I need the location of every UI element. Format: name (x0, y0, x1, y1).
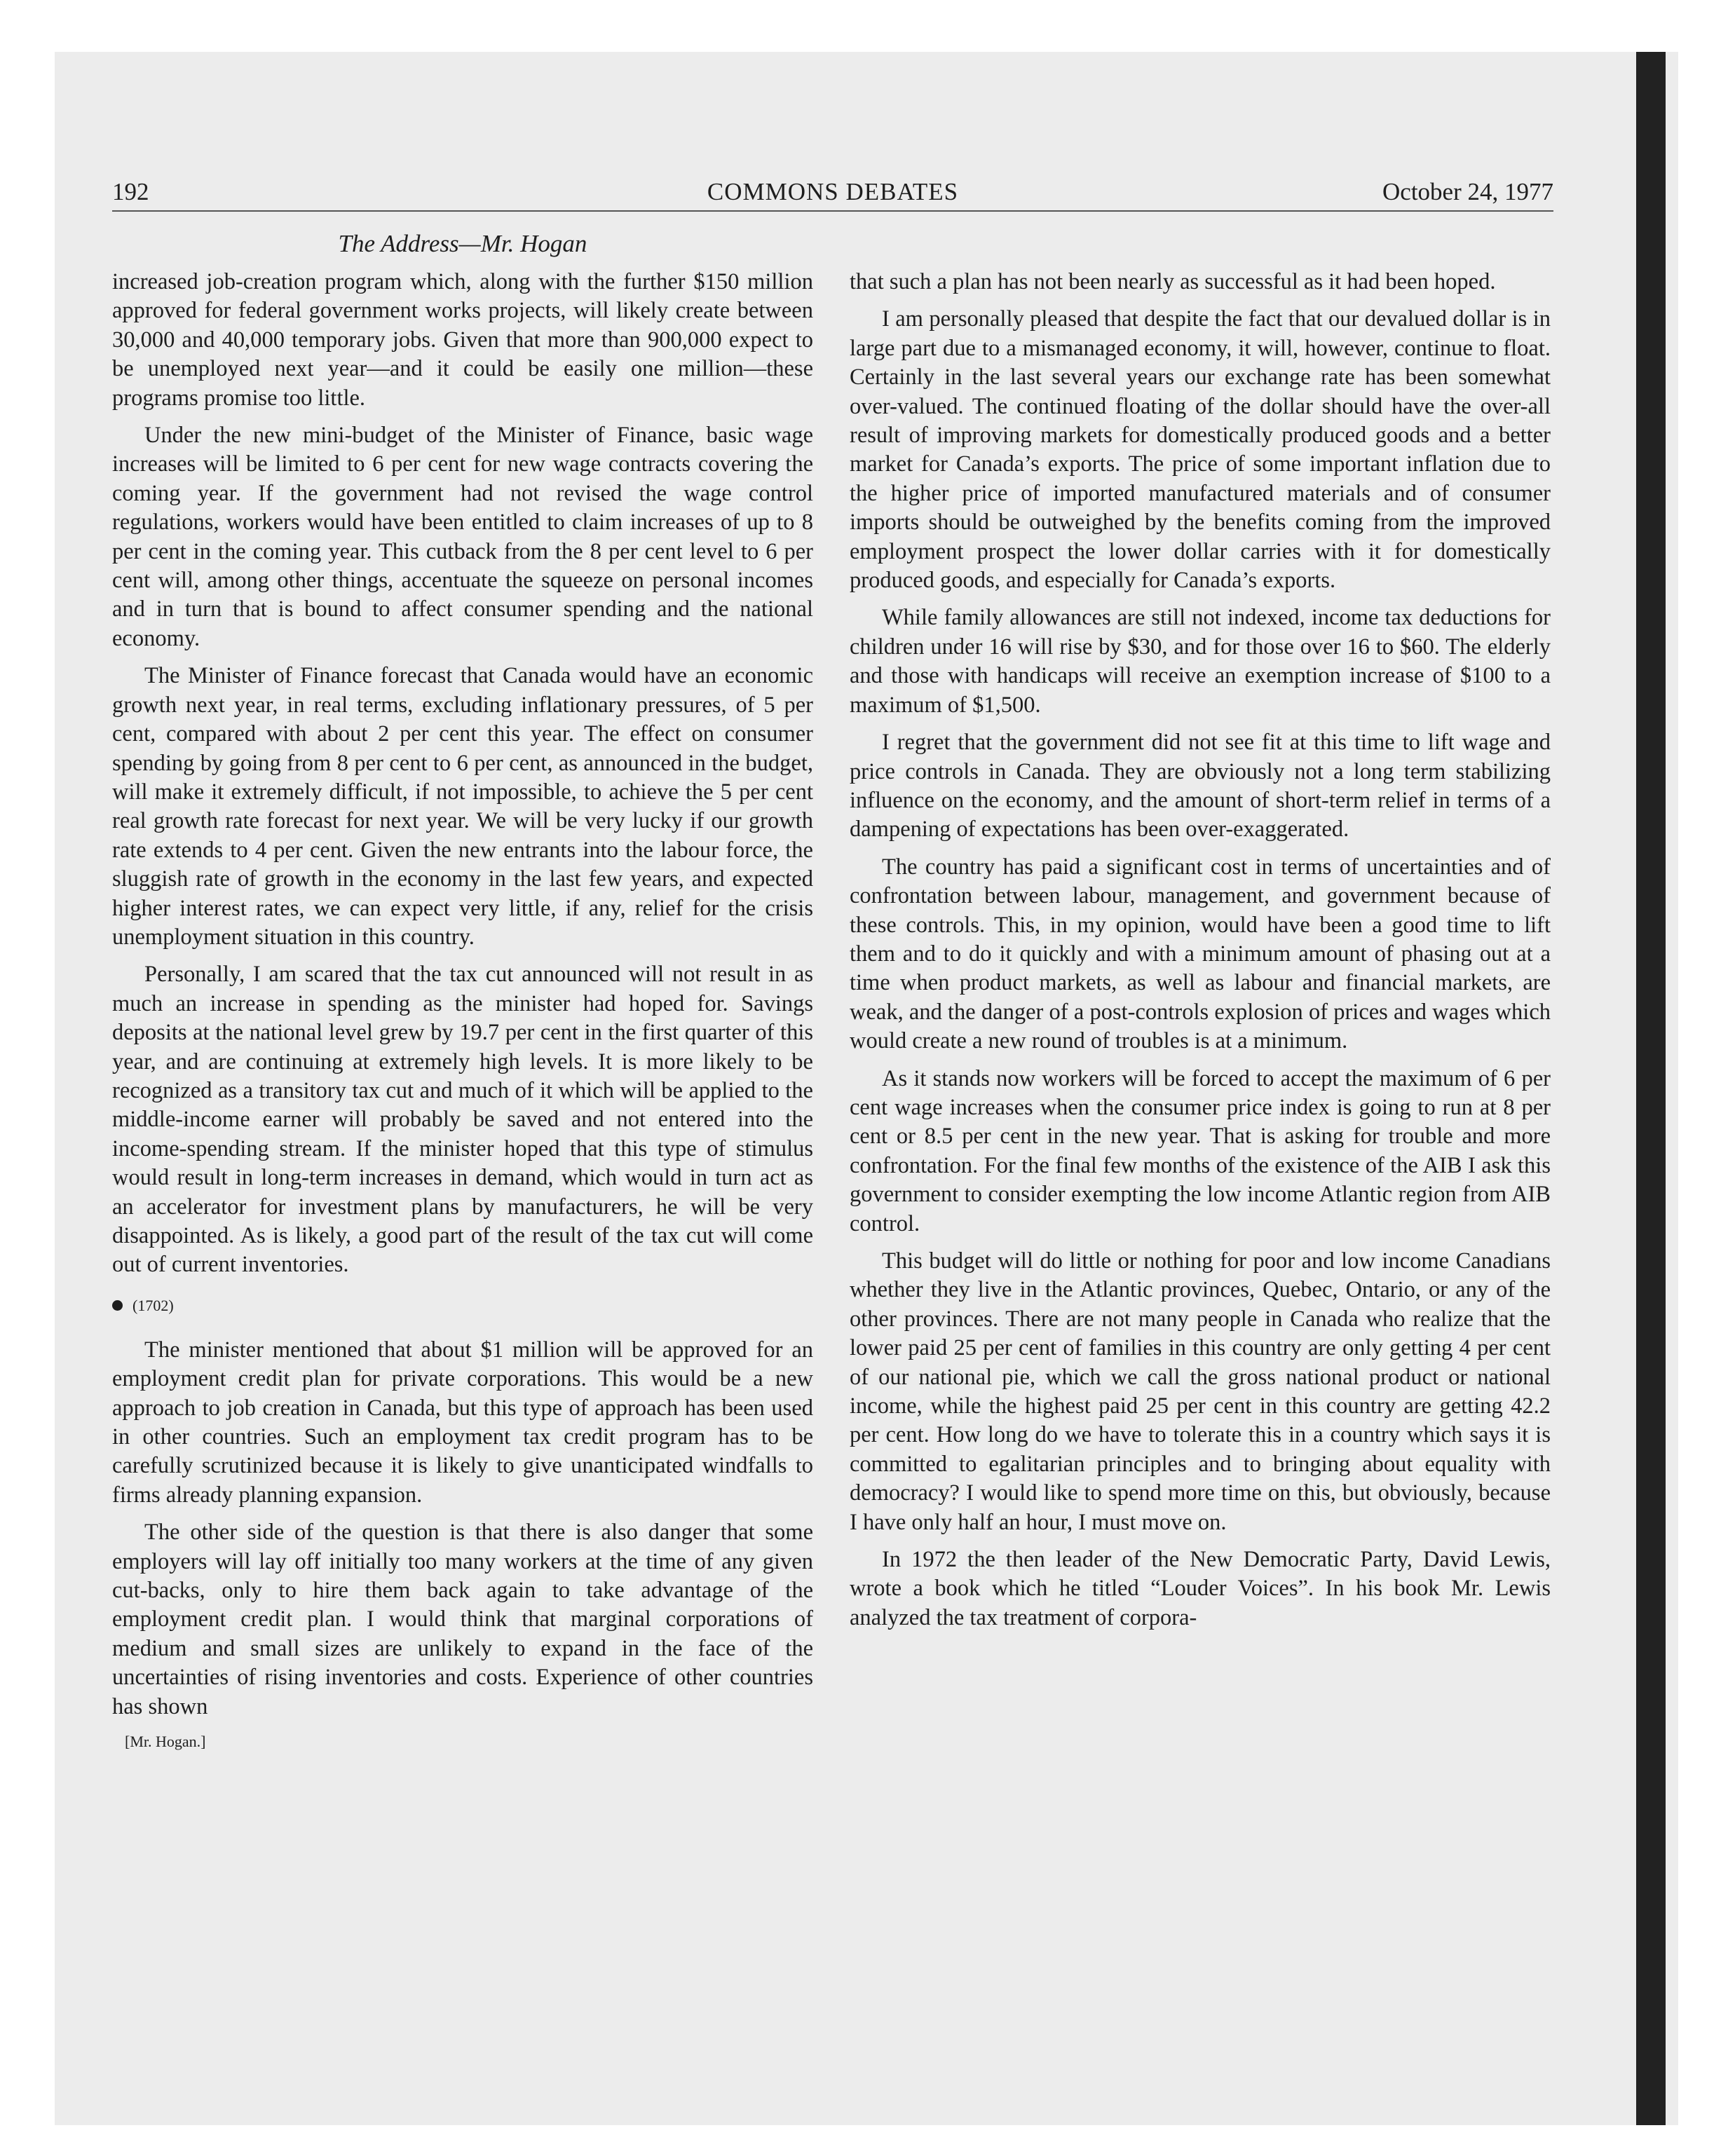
paragraph: While family allowances are still not indexed, income tax deductions for children under 16 will rise by $30, and for those over 16 to $60. The elderly and those with handicaps will receive an exemption increase of $100 to a maximum of $1,500. (850, 605, 1551, 718)
running-head: The Address—Mr. Hogan (338, 230, 587, 257)
paragraph: As it stands now workers will be forced to accept the maximum of 6 per cent wage increases when the consumer price index is going to run at 8 per cent or 8.5 per cent in the new year. That is asking for trouble and more confrontation. For the final few months of the existence of the AIB I ask this government to consider exempting the low income Atlantic region from AIB control. (850, 1065, 1551, 1236)
page-header (112, 177, 1553, 212)
publication-title: COMMONS DEBATES (707, 178, 959, 205)
issue-date: October 24, 1977 (1382, 178, 1553, 205)
paragraph: The Minister of Finance forecast that Canada would have an economic growth next year, in real terms, excluding inflationary pressures, of 5 per cent, compared with about 2 per cent this year. The effect on consumer spending by going from 8 per cent to 6 per cent, as announced in the budget, will make it extremely difficult, if not impossible, to achieve the 5 per cent real growth rate forecast for next year. We will be very lucky if our growth rate extends to 4 per cent. Given the new entrants into the labour force, the sluggish rate of growth in the economy in the last few years, and expected higher interest rates, we can expect very little, if any, relief for the crisis unemployment situation in this country. (112, 663, 813, 950)
paragraph: I am personally pleased that despite the fact that our devalued dollar is in large part due to a mismanaged economy, it will, however, continue to float. Certainly in the last several years our exchange rate has been somewhat over-valued. The continued floating of the dollar should have the over-all result of improving markets for domestically produced goods and a better market for Canada’s exports. The price of some important inflation due to the higher price of imported manufactured materials and of consumer imports should be outweighed by the benefits coming from the improved employment prospect the lower dollar carries with it for domestically produced goods, and especially for Canada’s exports. (850, 306, 1551, 594)
time-marker-label: (1702) (132, 1296, 174, 1314)
bullet-icon (112, 1300, 123, 1311)
time-marker (112, 1294, 813, 1316)
paragraph: increased job-creation program which, along with the further $150 million approved for federal government works projects, will likely create between 30,000 and 40,000 temporary jobs. Given that more than 900,000 expect to be unemployed next year—and it could be easily one million—these programs promise too little. (112, 269, 813, 411)
paragraph: The country has paid a significant cost in terms of uncertainties and of confrontation between labour, management, and government because of these controls. This, in my opinion, would have been a good time to lift them and to do it quickly and with a minimum amount of phasing out at a time when product markets, as well as labour and financial markets, are weak, and the danger of a post-controls explosion of prices and wages which would create a new round of troubles is at a minimum. (850, 854, 1551, 1054)
paragraph: Personally, I am scared that the tax cut announced will not result in as much an increase in spending as the minister had hoped for. Savings deposits at the national level grew by 19.7 per cent in the first quarter of this year, and are continuing at extremely high levels. It is more likely to be recognized as a transitory tax cut and much of it which will be applied to the middle-income earner will probably be saved and not entered into the income-spending stream. If the minister hoped that this type of stimulus would result in long-term increases in demand, which would in turn act as an accelerator for investment plans by manufacturers, he will be very disappointed. As is likely, a good part of the result of the tax cut will come out of current inventories. (112, 962, 813, 1278)
page-number: 192 (112, 178, 149, 205)
speaker-tag: [Mr. Hogan.] (125, 1733, 206, 1751)
right-column (850, 268, 1551, 1641)
paragraph: Under the new mini-budget of the Minister of Finance, basic wage increases will be limited to 6 per cent for new wage contracts covering the coming year. If the government had not revised the wage control regulations, workers would have been entitled to claim increases of up to 8 per cent in the coming year. This cutback from the 8 per cent level to 6 per cent will, among other things, accentuate the squeeze on personal incomes and in turn that is bound to affect consumer spending and the national economy. (112, 423, 813, 651)
left-column (112, 268, 813, 1752)
paragraph: In 1972 the then leader of the New Democratic Party, David Lewis, wrote a book which he titled “Louder Voices”. In his book Mr. Lewis analyzed the tax treatment of corpora- (850, 1547, 1551, 1630)
paragraph: The other side of the question is that there is also danger that some employers will lay off initially too many workers at the time of any given cut-backs, only to hire them back again to take advantage of the employment credit plan. I would think that marginal corporations of medium and small sizes are unlikely to expand in the face of the uncertainties of rising inventories and costs. Experience of other countries has shown (112, 1520, 813, 1719)
paragraph: that such a plan has not been nearly as successful as it had been hoped. (850, 269, 1496, 294)
paragraph: This budget will do little or nothing for poor and low income Canadians whether they live in the Atlantic provinces, Quebec, Ontario, or any of the other provinces. There are not many people in Canada who realize that the lower paid 25 per cent of families in this country are only getting 4 per cent of our national pie, which we call the gross national product or national income, while the highest paid 25 per cent in this country are getting 42.2 per cent. How long do we have to tolerate this in a country which says it is committed to egalitarian principles and to bringing about equality with democracy? I would like to spend more time on this, but obviously, because I have only half an hour, I must move on. (850, 1248, 1551, 1535)
paragraph: The minister mentioned that about $1 million will be approved for an employment credit plan for private corporations. This would be a new approach to job creation in Canada, but this type of approach has been used in other countries. Such an employment tax credit program has to be carefully scrutinized because it is likely to give unanticipated windfalls to firms already planning expansion. (112, 1337, 813, 1508)
paragraph: I regret that the government did not see fit at this time to lift wage and price controls in Canada. They are obviously not a long term stabilizing influence on the economy, and the amount of short-term relief in terms of a dampening of expectations has been over-exaggerated. (850, 730, 1551, 842)
binding-edge (1636, 52, 1666, 2125)
